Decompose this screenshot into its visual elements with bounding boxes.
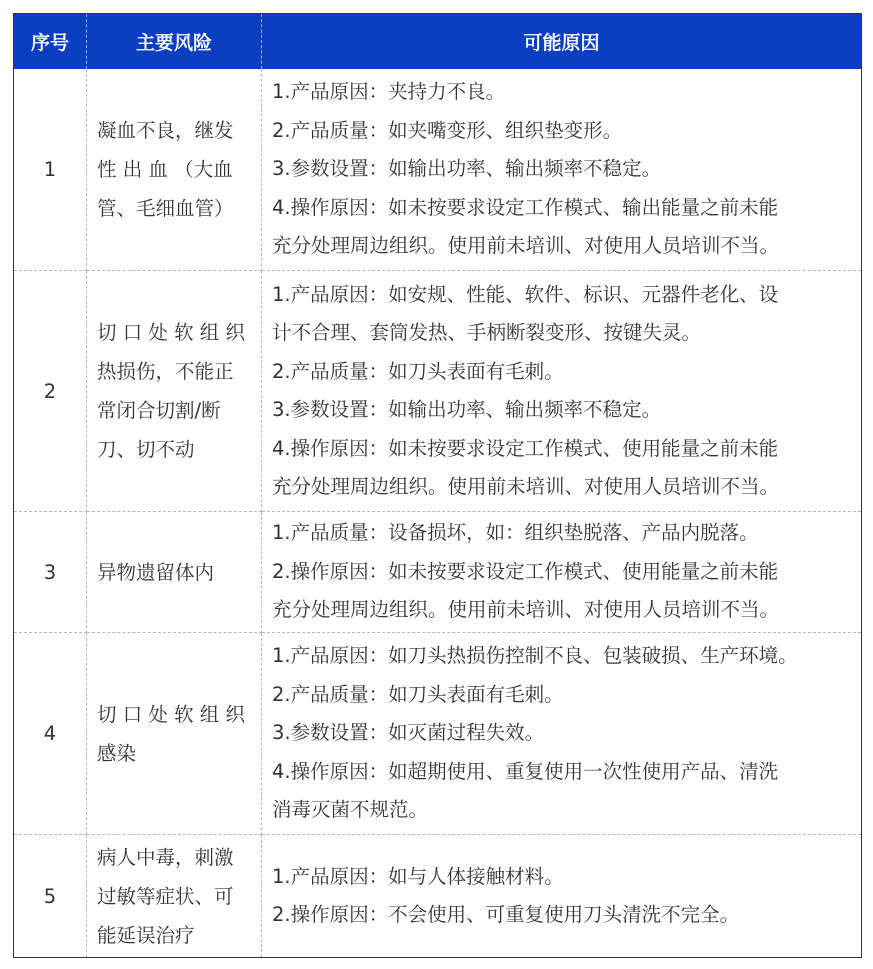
cause-line: 充分处理周边组织。使用前未培训、对使用人员培训不当。 (272, 234, 780, 258)
table-row (14, 271, 862, 512)
table-row (14, 69, 862, 271)
cause-line: 1.产品原因：如安规、性能、软件、标识、元器件老化、设 (272, 282, 779, 306)
risk-cell (87, 835, 262, 958)
row-number: 3 (14, 512, 87, 633)
cause-line: 1.产品原因：如刀头热损伤控制不良、包装破损、生产环境。 (272, 644, 798, 668)
header-main-risk: 主要风险 (87, 14, 262, 70)
cause-line: 2.操作原因：如未按要求设定工作模式、使用能量之前未能 (272, 559, 779, 583)
risk-line: 异物遗留体内 (97, 560, 215, 584)
row-number: 5 (14, 835, 87, 958)
risk-line: 病人中毒，刺激 (97, 845, 234, 869)
risk-cell (87, 271, 262, 512)
header-possible-cause: 可能原因 (262, 14, 862, 70)
risk-line: 凝血不良，继发 (97, 119, 234, 142)
risk-line: 性 出 血 （大血 (97, 158, 233, 181)
cause-line: 2.产品质量：如刀头表面有毛刺。 (272, 682, 564, 706)
cause-line: 4.操作原因：如未按要求设定工作模式、输出能量之前未能 (272, 195, 779, 219)
cause-line: 4.操作原因：如超期使用、重复使用一次性使用产品、清洗 (272, 759, 779, 783)
cause-cell (262, 271, 862, 512)
cause-line: 3.参数设置：如输出功率、输出频率不稳定。 (272, 157, 662, 181)
cause-line: 消毒灭菌不规范。 (272, 798, 429, 822)
cause-cell (262, 633, 862, 835)
cause-line: 充分处理周边组织。使用前未培训、对使用人员培训不当。 (272, 598, 780, 622)
cause-line: 1.产品原因：如与人体接触材料。 (272, 864, 564, 888)
risk-line: 能延误治疗 (97, 923, 195, 947)
risk-table-container (13, 13, 861, 958)
cause-cell (262, 69, 862, 271)
risk-line: 刀、切不动 (97, 438, 195, 461)
risk-line: 热损伤，不能正 (97, 360, 234, 383)
cause-line: 充分处理周边组织。使用前未培训、对使用人员培训不当。 (272, 475, 780, 498)
cause-line: 2.产品质量：如夹嘴变形、组织垫变形。 (272, 118, 623, 142)
risk-line: 切 口 处 软 组 织 (97, 321, 245, 344)
table-row (14, 512, 862, 633)
risk-line: 切 口 处 软 组 织 (97, 702, 245, 726)
table-row (14, 835, 862, 958)
cause-line: 3.参数设置：如输出功率、输出频率不稳定。 (272, 398, 662, 421)
risk-line: 常闭合切割/断 (97, 399, 221, 422)
cause-cell (262, 512, 862, 633)
cause-line: 1.产品原因：夹持力不良。 (272, 80, 506, 104)
header-number: 序号 (14, 14, 87, 70)
risk-cell (87, 69, 262, 271)
cause-line: 2.产品质量：如刀头表面有毛刺。 (272, 359, 564, 383)
risk-line: 感染 (97, 741, 137, 765)
cause-line: 4.操作原因：如未按要求设定工作模式、使用能量之前未能 (272, 436, 779, 460)
risk-cell (87, 512, 262, 633)
header-row (14, 14, 862, 70)
risk-cell (87, 633, 262, 835)
cause-line: 3.参数设置：如灭菌过程失效。 (272, 721, 545, 745)
cause-line: 计不合理、套筒发热、手柄断裂变形、按键失灵。 (272, 321, 702, 344)
cause-cell (262, 835, 862, 958)
row-number: 2 (14, 271, 87, 512)
risk-line: 过敏等症状、可 (97, 884, 234, 908)
row-number: 4 (14, 633, 87, 835)
table-row (14, 633, 862, 835)
row-number: 1 (14, 69, 87, 271)
cause-line: 2.操作原因：不会使用、可重复使用刀头清洗不完全。 (272, 903, 740, 926)
risk-table (13, 13, 862, 958)
cause-line: 1.产品质量：设备损坏，如：组织垫脱落、产品内脱落。 (272, 521, 759, 545)
risk-line: 管、毛细血管） (97, 197, 234, 220)
